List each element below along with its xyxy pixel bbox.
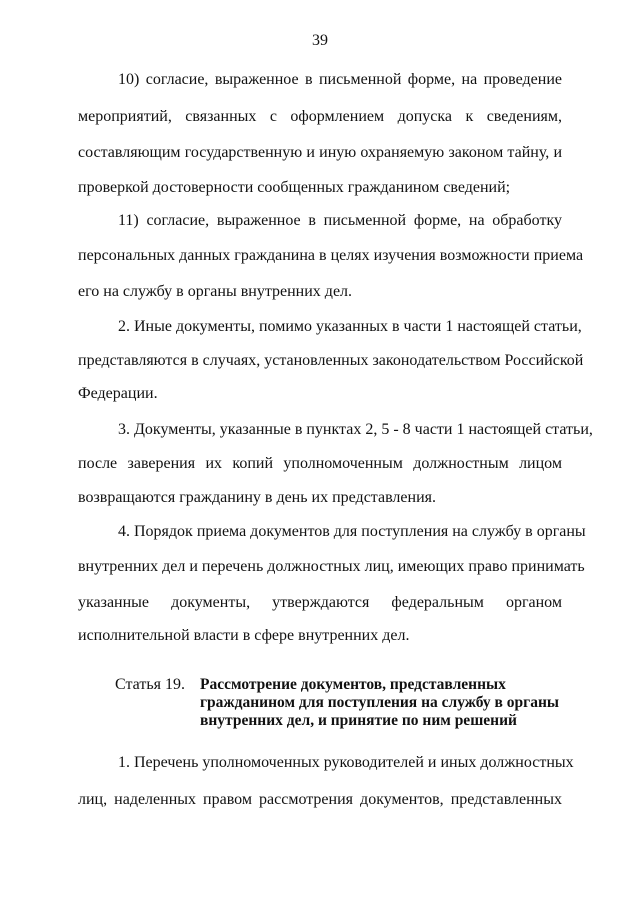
paragraph-part-2-line-1: 2. Иные документы, помимо указанных в части 1 настоящей статьи,	[118, 318, 582, 335]
article-19-paragraph-1-line-1: 1. Перечень уполномоченных руководителей и иных должностных	[118, 754, 574, 771]
paragraph-part-3-line-1: 3. Документы, указанные в пунктах 2, 5 - 8 части 1 настоящей статьи,	[118, 421, 593, 438]
paragraph-10-line-2: мероприятий, связанных с оформлением допуска к сведениям,	[78, 108, 562, 125]
paragraph-10-line-1: 10) согласие, выраженное в письменной форме, на проведение	[118, 71, 562, 88]
article-label: Статья 19.	[115, 676, 185, 693]
paragraph-part-4-line-2: внутренних дел и перечень должностных лиц, имеющих право принимать	[78, 558, 585, 575]
paragraph-10-line-4: проверкой достоверности сообщенных гражданином сведений;	[78, 179, 511, 196]
article-title-line-3: внутренних дел, и принятие по ним решений	[200, 712, 517, 729]
paragraph-11-line-3: его на службу в органы внутренних дел.	[78, 283, 353, 300]
article-title-line-2: гражданином для поступления на службу в органы	[200, 694, 559, 711]
paragraph-11-line-1: 11) согласие, выраженное в письменной форме, на обработку	[118, 212, 562, 229]
paragraph-part-3-line-2: после заверения их копий уполномоченным должностным лицом	[78, 455, 562, 472]
paragraph-11-line-2: персональных данных гражданина в целях изучения возможности приема	[78, 247, 584, 264]
paragraph-10-line-3: составляющим государственную и иную охраняемую законом тайну, и	[78, 144, 562, 161]
article-19-paragraph-1-line-2: лиц, наделенных правом рассмотрения документов, представленных	[78, 791, 562, 808]
paragraph-part-2-line-3: Федерации.	[78, 385, 158, 402]
paragraph-part-2-line-2: представляются в случаях, установленных законодательством Российской	[78, 352, 584, 369]
paragraph-part-4-line-3: указанные документы, утверждаются федеральным органом	[78, 594, 562, 611]
paragraph-part-4-line-1: 4. Порядок приема документов для поступления на службу в органы	[118, 523, 586, 540]
paragraph-part-3-line-3: возвращаются гражданину в день их представления.	[78, 489, 436, 506]
page-number: 39	[312, 32, 328, 49]
paragraph-part-4-line-4: исполнительной власти в сфере внутренних дел.	[78, 627, 410, 644]
article-title-line-1: Рассмотрение документов, представленных	[200, 676, 506, 693]
